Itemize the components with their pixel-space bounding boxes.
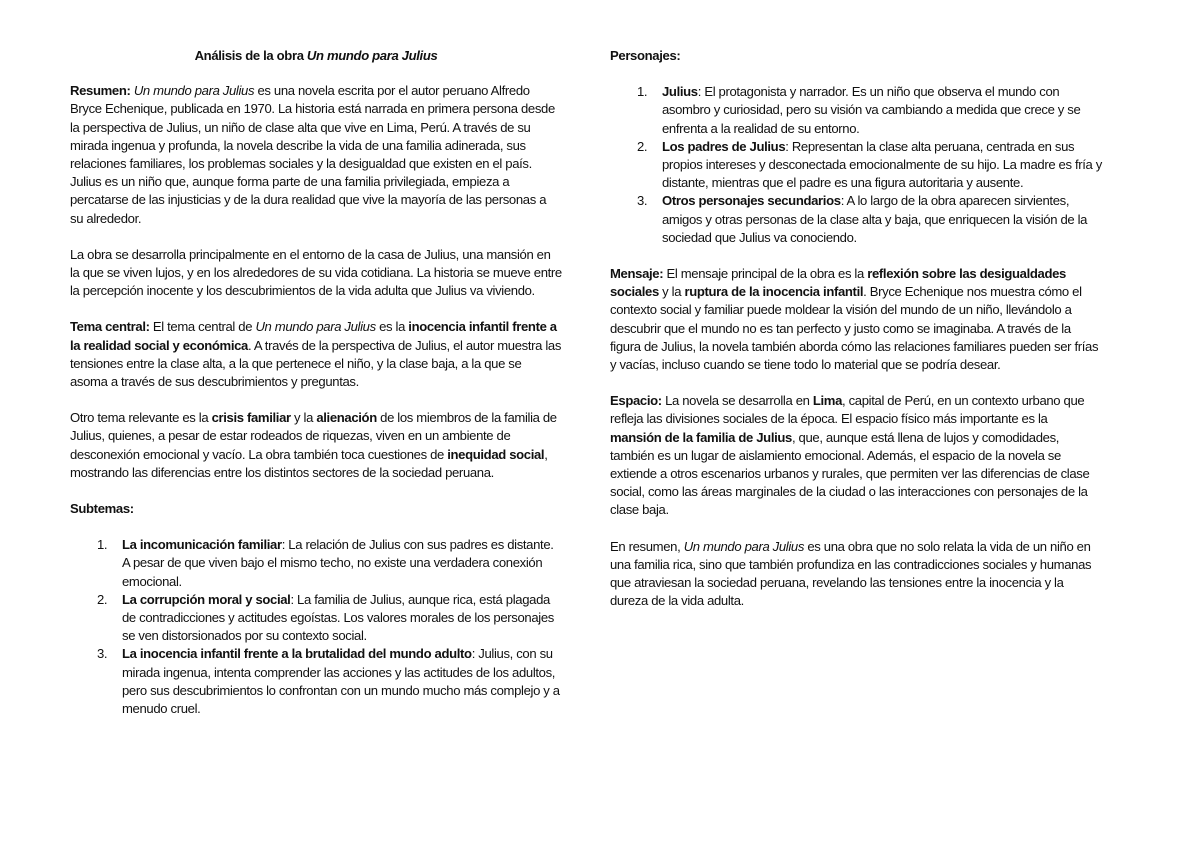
list-item-bold: Los padres de Julius [662,138,786,154]
conclusion-paragraph [610,538,1102,611]
list-item [70,591,562,646]
espacio-text-2: , capital de Perú, en un contexto urbano que refleja las divisiones sociales de la época. El espacio físico más importante es la [610,393,1085,427]
mensaje-label: Mensaje: [610,266,664,282]
espacio-text-1: La novela se desarrolla en [661,393,813,409]
tema-central-text-2: es la [375,319,409,335]
resumen-label: Resumen: [70,83,131,99]
tema-central-paragraph [70,318,562,391]
otro-tema-text-3: de los miembros de la familia de Julius, quienes, a pesar de estar rodeados de riquezas, viven en un ambiente de desconexión emocional y vacío. La obra también toca cuestiones de [70,410,557,462]
list-item [70,645,562,718]
personajes-list [610,83,1102,247]
resumen-work: Un mundo para Julius [133,83,255,99]
subtemas-list [70,536,562,718]
resumen-text: es una novela escrita por el autor peruano Alfredo Bryce Echenique, publicada en 1970. La historia está narrada en primera persona desde la perspectiva de Julius, un niño de clase alta que vive en Lima, Perú. A través de su mirada ingenua y profunda, la novela describe la vida de una familia adinerada, sus relaciones familiares, los problemas sociales y la desigualdad que existen en el país. Julius es un niño que, aunque forma parte de una familia privilegiada, empieza a percatarse de las injusticias y de la dura realidad que vive la mayoría de las personas a su alrededor. [70,83,555,226]
espacio-bold-2: mansión de la familia de Julius [610,429,792,445]
tema-central-work: Un mundo para Julius [255,319,376,335]
list-item-text: : El protagonista y narrador. Es un niño que observa el mundo con asombro y curiosidad, pero su visión va cambiando a medida que crece y se enfrenta a la realidad de su entorno. [662,84,1081,136]
left-column [70,47,562,736]
list-item [610,138,1102,193]
otro-tema-bold-3: inequidad social [447,446,545,462]
otro-tema-bold-2: alienación [316,410,377,426]
document-title [70,47,562,65]
tema-central-bold: inocencia infantil frente a la realidad social y económica [70,319,557,353]
tema-central-label: Tema central: [70,319,150,335]
mensaje-text-2: y la [658,284,685,300]
entorno-paragraph: La obra se desarrolla principalmente en el entorno de la casa de Julius, una mansión en la que se viven lujos, y en los alrededores de su vida cotidiana. La historia se mueve entre la percepción inocente y los descubrimientos de la vida adulta que Julius va viviendo. [70,246,562,299]
mensaje-text-1: El mensaje principal de la obra es la [663,266,868,282]
subtemas-heading: Subtemas: [70,501,134,517]
conclusion-text-1: En resumen, [610,538,684,554]
espacio-text-3: , que, aunque está llena de lujos y comodidades, también es un lugar de aislamiento emocional. Además, el espacio de la novela se extiende a otros escenarios urbanos y rurales, que permiten ver las diferencias de clase social, como las áreas marginales de la ciudad o las interacciones con personajes de la clase baja. [610,429,1090,518]
list-item-bold: Otros personajes secundarios [662,193,841,209]
list-item-bold: Julius [662,84,698,100]
list-item [610,192,1102,247]
mensaje-bold-1: reflexión sobre las desigualdades sociales [610,266,1066,300]
tema-central-text-1: El tema central de [149,319,256,335]
list-item-text: : La relación de Julius con sus padres es distante. A pesar de que viven bajo el mismo techo, no existe una verdadera conexión emocional. [122,537,554,589]
otro-tema-text-1: Otro tema relevante es la [70,410,212,426]
list-item [610,83,1102,138]
list-item-bold: La incomunicación familiar [122,537,282,553]
list-item [70,536,562,591]
mensaje-paragraph [610,265,1102,374]
list-number: 1. [637,84,648,100]
mensaje-text-3: . Bryce Echenique nos muestra cómo el contexto social y familiar puede moldear la visión del mundo de un niño, llevándolo a descubrir que el mundo no es tan perfecto y justo como se imaginaba. A través de la figura de Julius, la novela también aborda cómo las relaciones familiares pueden ser frías y vacías, incluso cuando se tiene todo lo material que se podría desear. [610,284,1099,373]
conclusion-text-2: es una obra que no solo relata la vida de un niño en una familia rica, sino que también profundiza en las contradicciones sociales y humanas que atraviesan la sociedad peruana, revelando las tensiones entre la inocencia y la dureza de la vida adulta. [610,538,1092,609]
list-item-text: : La familia de Julius, aunque rica, está plagada de contradicciones y actitudes egoístas. Los valores morales de los personajes se ven distorsionados por su contexto social. [122,591,554,644]
otro-tema-paragraph [70,409,562,482]
list-number: 3. [637,193,648,209]
list-number: 3. [97,646,108,662]
list-item-text: : Julius, con su mirada ingenua, intenta comprender las acciones y las actitudes de los adultos, pero sus descubrimientos lo confrontan con un mundo mucho más complejo y a menudo cruel. [122,646,560,717]
list-item-bold: La inocencia infantil frente a la brutalidad del mundo adulto [122,646,472,662]
list-number: 1. [97,537,108,553]
mensaje-bold-2: ruptura de la inocencia infantil [684,284,864,300]
otro-tema-text-4: , mostrando las diferencias entre los distintos sectores de la sociedad peruana. [70,446,548,480]
list-item-text: : Representan la clase alta peruana, centrada en sus propios intereses y desconectada emocionalmente de su hijo. La madre es fría y distante, mientras que el padre es una figura autoritaria y ausente. [662,138,1102,191]
title-prefix: Análisis de la obra [194,48,307,63]
otro-tema-bold-1: crisis familiar [211,410,291,426]
right-column [610,47,1102,628]
tema-central-text-3: . A través de la perspectiva de Julius, el autor muestra las tensiones entre la clase alta, a la que pertenece el niño, y la clase baja, a la que se asoma a través de sus descubrimientos y preguntas. [70,337,562,390]
list-number: 2. [637,138,648,154]
espacio-bold-1: Lima [812,393,843,409]
personajes-heading: Personajes: [610,48,681,63]
list-number: 2. [97,591,108,607]
conclusion-work: Un mundo para Julius [683,538,805,554]
resumen-paragraph [70,82,562,228]
title-work: Un mundo para Julius [306,48,438,63]
list-item-text: : A lo largo de la obra aparecen sirvientes, amigos y otras personas de la clase alta y baja, que enriquecen la visión de la sociedad que Julius va conociendo. [662,193,1088,245]
espacio-paragraph [610,392,1102,519]
otro-tema-text-2: y la [290,410,317,426]
espacio-label: Espacio: [610,393,662,409]
list-item-bold: La corrupción moral y social [122,591,291,607]
